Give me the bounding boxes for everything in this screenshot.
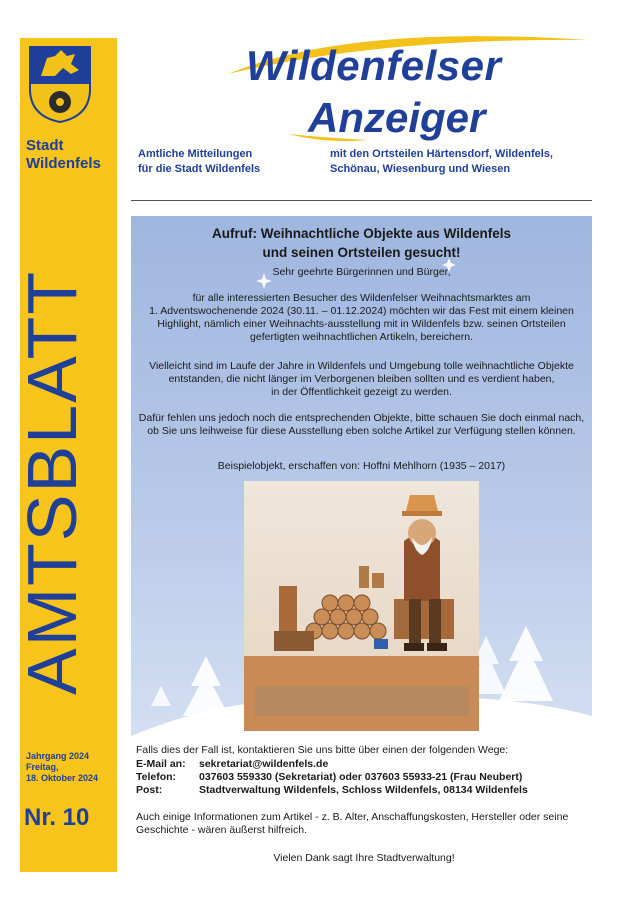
masthead-title-line1: Wildenfelser <box>246 42 502 89</box>
email-value[interactable]: sekretariat@wildenfels.de <box>199 758 329 770</box>
article-title-line-1: Aufruf: Weihnachtliche Objekte aus Wildenfels <box>212 226 511 241</box>
paragraph-3 <box>137 412 586 438</box>
article-title <box>131 224 592 262</box>
subtitle-left-line-2: für die Stadt Wildenfels <box>138 163 261 175</box>
paragraph-1-line-1: für alle interessierten Besucher des Wildenfelser Weihnachtsmarktes am <box>192 292 531 304</box>
contact-extra-line-2: Geschichte - wären äußerst hilfreich. <box>136 823 307 836</box>
contact-extra-line-1: Auch einige Informationen zum Artikel - z. B. Alter, Anschaffungskosten, Hersteller oder seine <box>136 811 569 823</box>
post-value: Stadtverwaltung Wildenfels, Schloss Wildenfels, 08134 Wildenfels <box>199 784 528 796</box>
closing-thanks: Vielen Dank sagt Ihre Stadtverwaltung! <box>273 852 455 864</box>
paragraph-1-line-2: 1. Adventswochenende 2024 (30.11. – 01.12.2024) möchten wir das Fest mit einem kleinen <box>149 305 574 317</box>
paragraph-1 <box>137 292 586 344</box>
subtitle-left-line-1: Amtliche Mitteilungen <box>138 148 253 160</box>
greeting: Sehr geehrte Bürgerinnen und Bürger, <box>272 266 451 278</box>
vertical-title: AMTSBLATT <box>13 269 91 695</box>
article-title-line-2: und seinen Ortsteilen gesucht! <box>262 245 461 260</box>
subtitle-right-line-1: mit den Ortsteilen Härtensdorf, Wildenfels, <box>330 148 553 160</box>
paragraph-3-line-2: ob Sie uns leihweise für diese Ausstellung eben solche Artikel zur Verfügung stellen können. <box>147 425 576 437</box>
subtitle-right-line-2: Schönau, Wiesenburg und Wiesen <box>330 163 511 175</box>
town-line-2: Wildenfels <box>26 155 101 172</box>
wooden-figure-photo <box>244 481 479 731</box>
contact-intro: Falls dies der Fall ist, kontaktieren Sie uns bitte über einen der folgenden Wege: <box>136 744 509 756</box>
masthead-title-line2: Anzeiger <box>308 94 486 141</box>
town-line-1: Stadt <box>26 137 64 154</box>
coat-of-arms-icon <box>27 44 93 124</box>
paragraph-1-line-3: Highlight, nämlich einer Weihnachts-ausstellung mit in Wildenfels bzw. seinen Ortsteilen <box>157 318 566 330</box>
issue-info <box>26 751 98 784</box>
paragraph-2 <box>137 360 586 399</box>
post-label: Post: <box>136 784 163 796</box>
issue-year: Jahrgang 2024 <box>26 751 90 761</box>
email-label: E-Mail an: <box>136 758 186 770</box>
header-divider <box>131 200 592 201</box>
contact-email-row <box>136 758 328 770</box>
article-panel <box>131 216 592 736</box>
paragraph-2-line-1: Vielleicht sind im Laufe der Jahre in Wildenfels und Umgebung tolle weihnachtliche Objekte <box>149 360 574 372</box>
paragraph-3-line-1: Dafür fehlen uns jedoch noch die entsprechenden Objekte, bitte schauen Sie doch einmal nach, <box>138 412 585 424</box>
phone-label: Telefon: <box>136 771 177 783</box>
town-name <box>26 137 101 173</box>
masthead <box>228 34 598 144</box>
paragraph-1-line-4: gefertigten weihnachtlichen Artikeln, bereichern. <box>250 331 473 343</box>
masthead-subtitle-right <box>330 147 553 177</box>
contact-post-row <box>136 784 528 796</box>
photo-caption: Beispielobjekt, erschaffen von: Hoffni Mehlhorn (1935 – 2017) <box>217 460 506 472</box>
masthead-subtitle-left <box>138 147 260 177</box>
sidebar-band <box>13 38 117 872</box>
paragraph-2-line-3: in der Öffentlichkeit gezeigt zu werden. <box>271 386 452 398</box>
issue-day: Freitag, <box>26 762 59 772</box>
paragraph-2-line-2: entstanden, die nicht länger im Verborgenen bleiben sollten und es verdient haben, <box>168 373 555 385</box>
issue-number: Nr. 10 <box>24 804 90 831</box>
contact-extra <box>136 811 568 836</box>
phone-value: 037603 559330 (Sekretariat) oder 037603 55933-21 (Frau Neubert) <box>199 771 523 783</box>
issue-date: 18. Oktober 2024 <box>26 773 99 783</box>
contact-phone-row <box>136 771 522 783</box>
